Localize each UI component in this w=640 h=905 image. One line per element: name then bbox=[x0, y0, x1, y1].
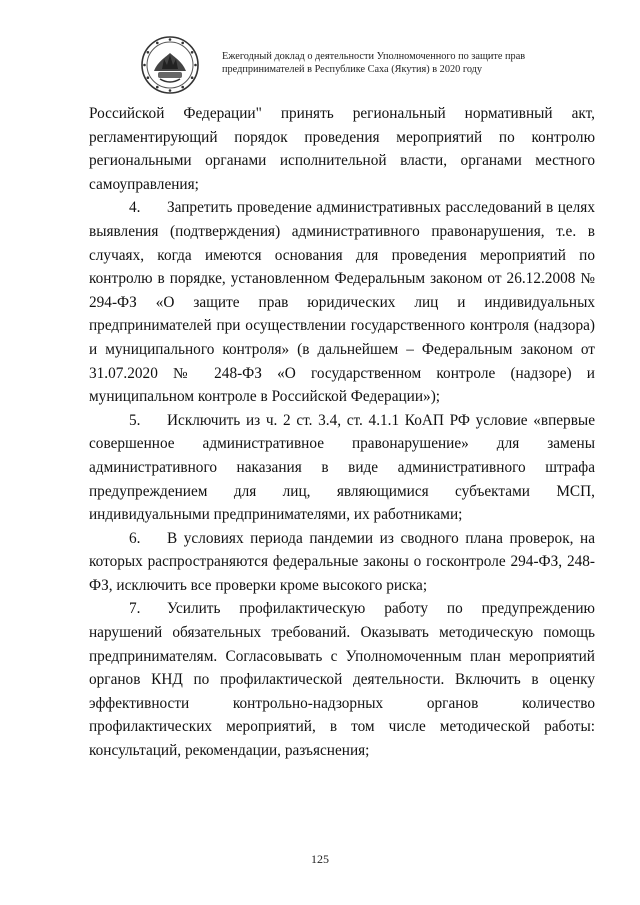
paragraph bbox=[89, 102, 595, 196]
list-item-text: В условиях периода пандемии из сводного плана проверок, на которых распространяются федеральные законы о госконтроле 294-ФЗ, 248-ФЗ, исключить все проверки кроме высокого риска; bbox=[89, 529, 595, 594]
header-title bbox=[222, 50, 525, 76]
list-item bbox=[89, 409, 595, 527]
list-item-text: Усилить профилактическую работу по предупреждению нарушений обязательных требований. Оказывать методическую помощь предпринимателям. Согласовывать с Уполномоченным план мероприятий органов КНД по профилактической деятельности. Включить в оценку эффективности контрольно-надзорных органов количество профилактических мероприятий, в том числе методической работы: консультаций, рекомендации, разъяснения; bbox=[89, 600, 595, 760]
list-item-text: Исключить из ч. 2 ст. 3.4, ст. 4.1.1 КоАП РФ условие «впервые совершенное административное правонарушение» для замены административного наказания в виде административного штрафа предупреждением для лиц, являющимися субъектами МСП, индивидуальными предпринимателями, их работниками; bbox=[89, 411, 595, 524]
list-item-number: 7. bbox=[129, 600, 141, 618]
list-item bbox=[89, 597, 595, 762]
list-item-number: 4. bbox=[129, 199, 141, 217]
document-body bbox=[89, 102, 595, 763]
list-item-number: 6. bbox=[129, 529, 141, 547]
header-line-2: предпринимателей в Республике Саха (Якутия) в 2020 году bbox=[222, 64, 483, 75]
header-line-1: Ежегодный доклад о деятельности Уполномоченного по защите прав bbox=[222, 51, 526, 62]
list-item bbox=[89, 196, 595, 408]
page-header bbox=[140, 35, 560, 99]
list-item-text: Запретить проведение административных расследований в целях выявления (подтверждения) административного правонарушения, т.е. в случаях, когда имеются основания для проведения мероприятий по контролю в порядке, установленном Федеральным законом от 26.12.2008 № 294-ФЗ «О защите прав юридических лиц и индивидуальных предпринимателей при осуществлении государственного контроля (надзора) и муниципального контроля» (в дальнейшем – Федеральным законом от 31.07.2020 № 248-ФЗ «О государственном контроле (надзоре) и муниципальном контроле в Российской Федерации»); bbox=[89, 199, 595, 406]
paragraph-text: Российской Федерации" принять региональный нормативный акт, регламентирующий порядок проведения мероприятий по контролю региональными органами исполнительной власти, органами местного самоуправления; bbox=[89, 105, 595, 193]
coat-of-arms-emblem-icon bbox=[140, 35, 200, 95]
list-item bbox=[89, 527, 595, 598]
page-number: 125 bbox=[311, 852, 329, 866]
list-item-number: 5. bbox=[129, 411, 141, 429]
